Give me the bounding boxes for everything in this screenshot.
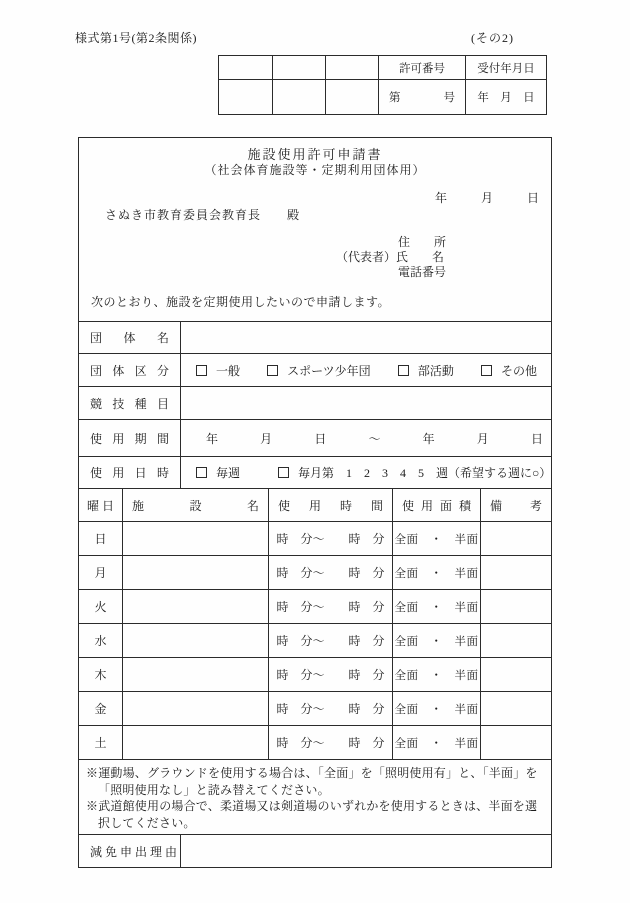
use-datetime-row — [79, 456, 551, 488]
remarks-header-label: 備 考 — [490, 498, 542, 513]
group-name-label-cell — [79, 322, 181, 353]
use-time-field[interactable] — [269, 522, 393, 555]
addressee-line — [105, 206, 300, 223]
option-weekly-label: 毎週 — [216, 466, 241, 480]
schedule-row-tuesday — [79, 589, 551, 623]
option-monthly-label: 毎月第 1 2 3 4 5 週（希望する週に○） — [298, 466, 552, 480]
date-month-label: 月 — [480, 191, 493, 205]
time-template-label: 時 分～ 時 分 — [276, 736, 385, 750]
use-time-field[interactable] — [269, 692, 393, 725]
day-label: 木 — [94, 668, 107, 682]
addressee-honorific: 殿 — [287, 208, 301, 222]
checkbox-icon[interactable] — [398, 365, 409, 376]
period-end-day-label: 日 — [530, 431, 543, 446]
day-label: 金 — [94, 702, 107, 716]
schedule-row-friday — [79, 691, 551, 725]
area-choice-label: 全面 ・ 半面 — [394, 669, 479, 682]
day-label: 月 — [94, 566, 107, 580]
group-type-row — [79, 353, 551, 386]
day-label: 土 — [94, 736, 107, 750]
address-field[interactable] — [336, 235, 446, 250]
use-period-label-cell — [79, 420, 181, 456]
day-label-cell — [79, 658, 123, 691]
permit-number-field[interactable] — [379, 80, 466, 114]
reduction-reason-label-cell — [79, 835, 181, 867]
area-choice-label: 全面 ・ 半面 — [394, 703, 479, 716]
schedule-header-remarks — [481, 489, 551, 521]
group-name-label: 団 体 名 — [90, 331, 169, 345]
use-period-label: 使 用 期 間 — [90, 431, 169, 446]
notes-section — [79, 759, 551, 834]
area-choice-field[interactable] — [393, 522, 481, 555]
receipt-date-header: 受付年月日 — [477, 62, 535, 75]
permit-no-suffix: 号 — [443, 92, 455, 104]
day-label: 火 — [94, 600, 107, 614]
area-choice-field[interactable] — [393, 590, 481, 623]
schedule-row-monday — [79, 555, 551, 589]
reduction-reason-row — [79, 834, 551, 867]
name-field[interactable] — [336, 250, 446, 265]
option-weekly — [196, 464, 240, 481]
intro-sentence: 次のとおり、施設を定期使用したいので申請します。 — [91, 295, 391, 309]
use-period-row — [79, 419, 551, 456]
note-budokan-halfcourt: ※武道館使用の場合で、柔道場又は剣道場のいずれかを使用するときは、半面を選択してください。 — [86, 799, 538, 830]
use-time-field[interactable] — [269, 658, 393, 691]
time-header-label: 使 用 時 間 — [278, 498, 383, 513]
time-template-label: 時 分～ 時 分 — [276, 566, 385, 580]
receipt-day-label: 日 — [523, 92, 535, 104]
use-period-field[interactable] — [181, 420, 551, 456]
receipt-date-field[interactable] — [466, 80, 546, 114]
stamp-table-header-row — [219, 56, 546, 80]
page-number-note: (その2) — [471, 31, 514, 45]
checkbox-icon[interactable] — [267, 365, 278, 376]
period-start-year-label: 年 — [206, 431, 219, 446]
option-sports-youth — [267, 362, 371, 379]
day-label: 日 — [94, 532, 107, 546]
option-monthly — [278, 464, 551, 481]
stamp-box[interactable] — [273, 56, 326, 79]
schedule-row-saturday — [79, 725, 551, 759]
schedule-header-row — [79, 488, 551, 521]
application-date-field[interactable] — [435, 189, 539, 206]
time-template-label: 時 分～ 時 分 — [276, 532, 385, 546]
day-label-cell — [79, 692, 123, 725]
schedule-header-day — [79, 489, 123, 521]
stamp-table-value-row — [219, 80, 546, 114]
schedule-header-facility — [123, 489, 269, 521]
stamp-box[interactable] — [326, 80, 379, 114]
use-datetime-options — [181, 457, 551, 488]
time-template-label: 時 分～ 時 分 — [276, 668, 385, 682]
area-choice-label: 全面 ・ 半面 — [394, 635, 479, 648]
note-ground-lighting: ※運動場、グラウンドを使用する場合は、「全面」を「照明使用有」と、「半面」を「照明使用なし」と読み替えてください。 — [86, 766, 538, 797]
use-time-field[interactable] — [269, 556, 393, 589]
option-general — [196, 362, 240, 379]
area-choice-field[interactable] — [393, 556, 481, 589]
application-form — [78, 137, 552, 868]
facility-header-label: 施 設 名 — [132, 498, 259, 513]
day-header-label: 曜 日 — [87, 498, 115, 513]
area-choice-label: 全面 ・ 半面 — [394, 567, 479, 580]
day-label-cell — [79, 556, 123, 589]
group-type-label: 団 体 区 分 — [90, 363, 169, 378]
form-header-section — [79, 138, 551, 321]
remarks-field[interactable] — [481, 726, 551, 759]
form-subtitle: （社会体育施設等・定期利用団体用） — [204, 163, 426, 177]
receipt-year-label: 年 — [477, 92, 489, 104]
checkbox-icon[interactable] — [196, 365, 207, 376]
period-end-year-label: 年 — [422, 431, 435, 446]
approval-stamp-table — [218, 55, 547, 115]
remarks-field[interactable] — [481, 624, 551, 657]
name-label: 氏 名 — [396, 250, 445, 264]
permit-no-prefix: 第 — [389, 92, 401, 104]
phone-label: 電話番号 — [398, 265, 447, 279]
option-other-label: その他 — [500, 363, 537, 378]
reduction-reason-field[interactable] — [181, 835, 551, 867]
checkbox-icon[interactable] — [196, 467, 207, 478]
use-datetime-label-cell — [79, 457, 181, 488]
schedule-row-thursday — [79, 657, 551, 691]
option-club-activity-label: 部活動 — [417, 363, 454, 378]
group-type-options — [181, 354, 551, 386]
time-template-label: 時 分～ 時 分 — [276, 600, 385, 614]
remarks-field[interactable] — [481, 590, 551, 623]
use-time-field[interactable] — [269, 726, 393, 759]
option-other — [481, 362, 537, 379]
sport-type-row — [79, 386, 551, 419]
area-header-label: 使 用 面 積 — [402, 498, 471, 513]
use-datetime-label: 使 用 日 時 — [90, 466, 169, 480]
area-choice-field[interactable] — [393, 726, 481, 759]
reduction-reason-label: 減 免 申 出 理 由 — [90, 844, 178, 859]
facility-name-field[interactable] — [123, 624, 269, 657]
stamp-box[interactable] — [219, 56, 273, 79]
area-choice-label: 全面 ・ 半面 — [394, 533, 479, 546]
facility-name-field[interactable] — [123, 590, 269, 623]
form-title: 施設使用許可申請書 — [247, 147, 383, 162]
stamp-box[interactable] — [326, 56, 379, 79]
date-day-label: 日 — [526, 191, 539, 205]
stamp-box[interactable] — [273, 80, 326, 114]
period-tilde: ～ — [368, 431, 381, 446]
period-end-month-label: 月 — [476, 431, 489, 446]
area-choice-field[interactable] — [393, 658, 481, 691]
sport-type-field[interactable] — [181, 387, 551, 419]
remarks-field[interactable] — [481, 692, 551, 725]
period-start-day-label: 日 — [314, 431, 327, 446]
day-label: 水 — [94, 634, 107, 648]
facility-name-field[interactable] — [123, 522, 269, 555]
area-choice-label: 全面 ・ 半面 — [394, 601, 479, 614]
schedule-header-area — [393, 489, 481, 521]
schedule-header-time — [269, 489, 393, 521]
option-general-label: 一般 — [216, 363, 241, 378]
sport-type-label: 競 技 種 目 — [90, 396, 169, 411]
remarks-field[interactable] — [481, 658, 551, 691]
group-name-row — [79, 321, 551, 353]
representative-label: （代表者） — [336, 250, 397, 264]
facility-name-field[interactable] — [123, 726, 269, 759]
address-label: 住 所 — [398, 235, 447, 249]
addressee-name: さぬき市教育委員会教育長 — [105, 208, 262, 222]
group-name-field[interactable] — [181, 322, 551, 353]
option-club-activity — [398, 362, 454, 379]
checkbox-icon[interactable] — [278, 467, 289, 478]
facility-name-field[interactable] — [123, 692, 269, 725]
option-sports-youth-label: スポーツ少年団 — [287, 363, 371, 378]
day-label-cell — [79, 590, 123, 623]
area-choice-field[interactable] — [393, 624, 481, 657]
remarks-field[interactable] — [481, 522, 551, 555]
form-code-label: 様式第1号(第2条関係) — [75, 31, 197, 45]
day-label-cell — [79, 522, 123, 555]
phone-field[interactable] — [336, 265, 446, 280]
area-choice-label: 全面 ・ 半面 — [394, 737, 479, 750]
remarks-field[interactable] — [481, 556, 551, 589]
group-type-label-cell — [79, 354, 181, 386]
schedule-row-wednesday — [79, 623, 551, 657]
period-start-month-label: 月 — [260, 431, 273, 446]
time-template-label: 時 分～ 時 分 — [276, 634, 385, 648]
day-label-cell — [79, 624, 123, 657]
use-time-field[interactable] — [269, 624, 393, 657]
checkbox-icon[interactable] — [481, 365, 492, 376]
facility-name-field[interactable] — [123, 556, 269, 589]
sport-type-label-cell — [79, 387, 181, 419]
facility-name-field[interactable] — [123, 658, 269, 691]
schedule-row-sunday — [79, 521, 551, 555]
use-time-field[interactable] — [269, 590, 393, 623]
applicant-info-block — [336, 235, 446, 280]
day-label-cell — [79, 726, 123, 759]
stamp-box[interactable] — [219, 80, 273, 114]
time-template-label: 時 分～ 時 分 — [276, 702, 385, 716]
date-year-label: 年 — [434, 191, 447, 205]
area-choice-field[interactable] — [393, 692, 481, 725]
receipt-month-label: 月 — [500, 92, 512, 104]
permit-number-header: 許可番号 — [379, 56, 466, 79]
